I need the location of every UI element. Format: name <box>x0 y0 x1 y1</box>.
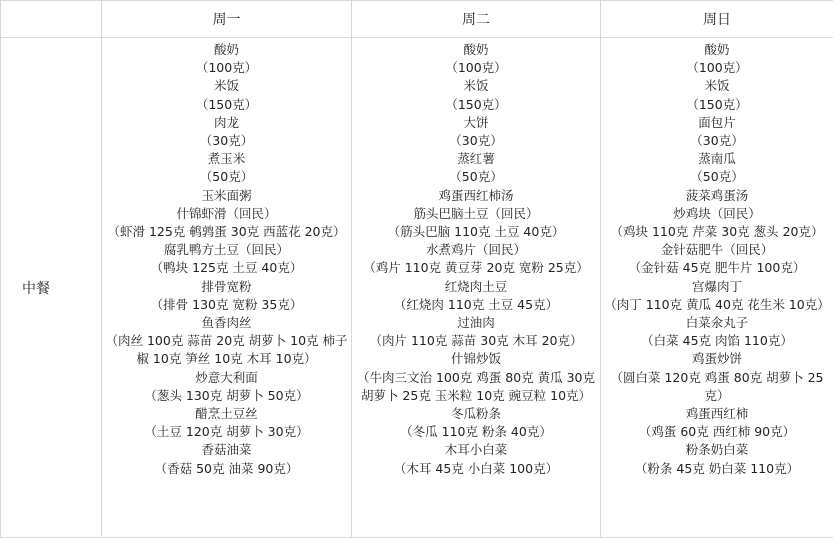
menu-line: （金针菇 45克 肥牛片 100克） <box>628 260 806 276</box>
menu-line: 煮玉米 <box>207 151 246 167</box>
menu-line: （肉丝 100克 蒜苗 20克 胡萝卜 10克 柿子椒 10克 笋丝 10克 木耳 10克） <box>105 333 348 367</box>
menu-line: （100克） <box>686 60 748 76</box>
menu-line: 冬瓜粉条 <box>450 406 501 422</box>
menu-line: （50克） <box>199 169 254 185</box>
menu-line: 米饭 <box>704 78 730 94</box>
header-tuesday: 周二 <box>352 1 601 38</box>
menu-line: （粉条 45克 奶白菜 110克） <box>634 460 800 476</box>
menu-line: 过油肉 <box>457 315 495 331</box>
menu-line: （150克） <box>686 96 748 112</box>
menu-line: （土豆 120克 胡萝卜 30克） <box>144 424 309 440</box>
menu-cell-tuesday <box>352 38 601 538</box>
menu-line: 米饭 <box>463 78 489 94</box>
menu-line: （30克） <box>199 133 254 149</box>
menu-line: （红烧肉 110克 土豆 45克） <box>393 296 559 312</box>
menu-line: 香菇油菜 <box>201 442 252 458</box>
menu-cell-sunday <box>601 38 833 538</box>
menu-line: 红烧肉土豆 <box>444 278 508 294</box>
menu-line: 玉米面粥 <box>201 187 252 203</box>
header-row <box>1 1 833 38</box>
menu-line: （50克） <box>449 169 503 185</box>
menu-line: （100克） <box>445 60 507 76</box>
menu-line: （筋头巴脑 110克 土豆 40克） <box>387 224 565 240</box>
menu-line: （肉丁 110克 黄瓜 40克 花生米 10克） <box>604 296 830 312</box>
menu-line: 蒸红薯 <box>457 151 495 167</box>
menu-line: 鸡蛋炒饼 <box>691 351 742 367</box>
menu-line: （50克） <box>690 169 744 185</box>
menu-line: （牛肉三文治 100克 鸡蛋 80克 黄瓜 30克 胡萝卜 25克 玉米粒 10克 豌豆粒 10克） <box>356 369 596 403</box>
menu-line: （葱头 130克 胡萝卜 50克） <box>144 387 309 403</box>
menu-line: （圆白菜 120克 鸡蛋 80克 胡萝卜 25克） <box>610 369 824 403</box>
menu-line: 粉条奶白菜 <box>685 442 749 458</box>
menu-line: 什锦虾滑（回民） <box>176 205 277 221</box>
menu-line: （木耳 45克 小白菜 100克） <box>393 460 559 476</box>
lunch-row <box>1 38 833 538</box>
menu-line: （排骨 130克 宽粉 35克） <box>150 296 303 312</box>
menu-line: （虾滑 125克 鹌鹑蛋 30克 西蓝花 20克） <box>107 224 346 240</box>
menu-line: （30克） <box>449 133 503 149</box>
menu-line: （鸡片 110克 黄豆芽 20克 宽粉 25克） <box>363 260 589 276</box>
menu-line: （白菜 45克 肉馅 110克） <box>641 333 793 349</box>
row-label-lunch: 中餐 <box>1 38 102 538</box>
menu-line: 宫爆肉丁 <box>691 278 742 294</box>
menu-cell-monday <box>102 38 352 538</box>
menu-line: 水煮鸡片（回民） <box>425 242 526 258</box>
menu-line: （鸡块 110克 芹菜 30克 葱头 20克） <box>610 224 824 240</box>
menu-line: （肉片 110克 蒜苗 30克 木耳 20克） <box>369 333 583 349</box>
menu-line: 白菜氽丸子 <box>685 315 749 331</box>
menu-line: 米饭 <box>213 78 239 94</box>
menu-line: 肉龙 <box>213 114 239 130</box>
menu-line: 木耳小白菜 <box>444 442 508 458</box>
menu-line: 蒸南瓜 <box>698 151 736 167</box>
corner-cell <box>1 1 102 38</box>
menu-line: 面包片 <box>698 114 736 130</box>
header-sunday: 周日 <box>601 1 833 38</box>
menu-line: 筋头巴脑土豆（回民） <box>413 205 539 221</box>
menu-line: （100克） <box>195 60 258 76</box>
menu-line: 酸奶 <box>704 42 730 57</box>
menu-line: 菠菜鸡蛋汤 <box>685 187 749 203</box>
menu-line: 鸡蛋西红柿 <box>685 406 749 422</box>
menu-line: 炒鸡块（回民） <box>673 205 761 221</box>
menu-line: （鸡蛋 60克 西红柿 90克） <box>638 424 796 440</box>
menu-line: 鸡蛋西红柿汤 <box>438 187 514 203</box>
menu-line: 腐乳鸭方土豆（回民） <box>163 242 289 258</box>
menu-line: （30克） <box>690 133 744 149</box>
menu-line: （鸭块 125克 土豆 40克） <box>150 260 303 276</box>
menu-line: （150克） <box>195 96 258 112</box>
menu-line: （150克） <box>445 96 507 112</box>
menu-line: 酸奶 <box>463 42 489 57</box>
menu-line: （香菇 50克 油菜 90克） <box>154 460 299 476</box>
menu-line: 大饼 <box>463 114 489 130</box>
menu-line: 鱼香肉丝 <box>201 315 252 331</box>
menu-line: （冬瓜 110克 粉条 40克） <box>400 424 552 440</box>
menu-line: 什锦炒饭 <box>450 351 501 367</box>
menu-line: 排骨宽粉 <box>201 278 252 294</box>
menu-line: 炒意大利面 <box>195 369 258 385</box>
menu-line: 金针菇肥牛（回民） <box>660 242 774 258</box>
menu-line: 醋烹土豆丝 <box>195 406 258 422</box>
menu-line: 酸奶 <box>213 42 239 57</box>
header-monday: 周一 <box>102 1 352 38</box>
